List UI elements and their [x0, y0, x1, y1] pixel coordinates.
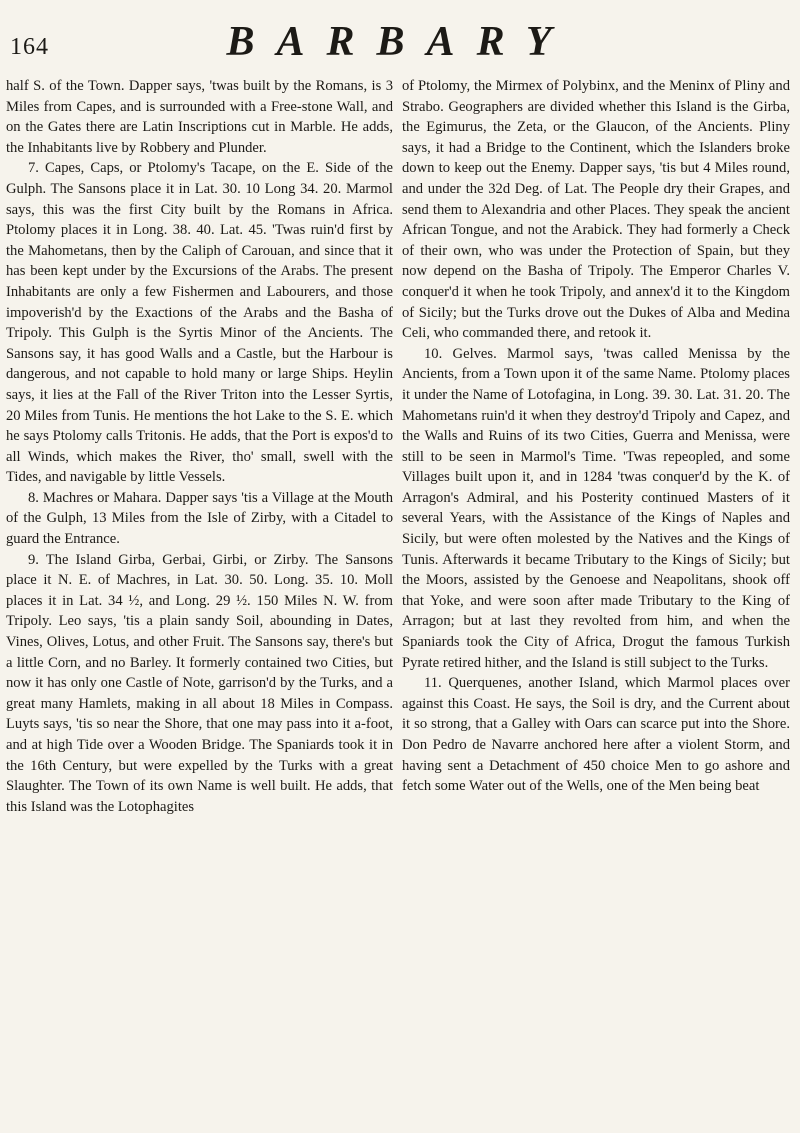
running-head: BARBARY — [226, 19, 574, 65]
paragraph: 9. The Island Girba, Gerbai, Girbi, or Zirby. The Sansons place it N. E. of Machres, in Lat. 30. 50. Long. 35. 10. Moll places it in Lat. 34 ½, and Long. 29 ½. 150 Miles N. W. from Tripoly. Leo says, 'tis a plain sandy Soil, abounding in Dates, Vines, Olives, Lotus, and other Fruit. The Sansons say, there's but a little Corn, and no Barley. It formerly contained two Cities, but now it has only one Castle of Note, garrison'd by the Turks, and a great many Hamlets, making in all about 18 Miles in Compass. Luyts says, 'tis so near the Shore, that one may pass into it a-foot, and at high Tide over a Wooden Bridge. The Spaniards took it in the 16th Century, but were expelled by the Turks with a great Slaughter. The Town of its own Name is well built. He adds, that this Island was the Lotophagites — [6, 551, 393, 815]
page-number: 164 — [10, 34, 49, 60]
page-header — [10, 12, 790, 72]
left-column — [6, 76, 393, 1126]
paragraph: 10. Gelves. Marmol says, 'twas called Menissa by the Ancients, from a Town upon it of the same Name. Ptolomy places it under the Name of Lotofagina, in Long. 39. 30. Lat. 31. 20. The Mahometans ruin'd it when they destroy'd Tripoly and Capez, and the Walls and Ruins of its two Cities, Guerra and Menissa, were still to be seen in Marmol's Time. 'Twas repeopled, and some Villages built upon it, and in 1284 'twas conquer'd by the K. of Arragon's Admiral, and his Posterity continued Masters of it several Years, with the Assistance of the Kings of Naples and Sicily, but were often molested by the Natives and the Kings of Tunis. Afterwards it became Tributary to the Kings of Sicily; but the Moors, assisted by the Genoese and Neapolitans, shook off that Yoke, and were soon after made Tributary to the King of Arragon; but at last they revolted from him, and when the Spaniards took the City of Africa, Drogut the famous Turkish Pyrate retired hither, and the Island is still subject to the Turks. — [402, 345, 790, 671]
paragraph: of Ptolomy, the Mirmex of Polybinx, and the Meninx of Pliny and Strabo. Geographers are divided whether this Island is the Girba, the Egimurus, the Zeta, or the Glaucon, of the Ancients. Pliny says, it had a Bridge to the Continent, which the Islanders broke down to keep out the Enemy. Dapper says, 'tis but 4 Miles round, and under the 32d Deg. of Lat. The People dry their Grapes, and send them to Alexandria and other Places. They speak the ancient African Tongue, and not the Arabick. They had formerly a Check of their own, who was under the Protection of Spain, but they now depend on the Basha of Tripoly. The Emperor Charles V. conquer'd it when he took Tripoly, and annex'd it to the Kingdom of Sicily; but the Turks drove out the Dukes of Alba and Medina Celi, who commanded there, and retook it. — [402, 78, 790, 342]
right-column — [402, 76, 790, 1126]
paragraph: 11. Querquenes, another Island, which Marmol places over against this Coast. He says, the Soil is dry, and the Current about it so strong, that a Galley with Oars can scarce put into the Shore. Don Pedro de Navarre anchored here after a violent Storm, and having sent a Detachment of 450 choice Men to go ashore and fetch some Water out of the Wells, one of the Men being beat — [402, 675, 790, 795]
paragraph: 7. Capes, Caps, or Ptolomy's Tacape, on the E. Side of the Gulph. The Sansons place it in Lat. 30. 10 Long 34. 20. Marmol says, this was the first City built by the Romans in Africa. Ptolomy places it in Long. 38. 40. Lat. 45. 'Twas ruin'd first by the Mahometans, then by the Caliph of Carouan, and since that it has been kept under by the Excursions of the Arabs. The present Inhabitants are only a few Fishermen and Labourers, and those impoverish'd by the Exactions of the Arabs and the Basha of Tripoly. This Gulph is the Syrtis Minor of the Ancients. The Sansons say, it has good Walls and a Castle, but the Harbour is dangerous, and not capable to hold many or large Ships. Heylin says, it lies at the Fall of the River Triton into the Lesser Syrtis, 20 Miles from Tunis. He mentions the hot Lake to the S. E. which he says Ptolomy calls Tritonis. He adds, that the Port is expos'd to all Winds, which makes the River, tho' small, swell with the Tides, and navigable by little Vessels. — [6, 160, 393, 486]
paragraph: 8. Machres or Mahara. Dapper says 'tis a Village at the Mouth of the Gulph, 13 Miles from the Isle of Zirby, with a Citadel to guard the Entrance. — [6, 489, 393, 548]
paragraph: half S. of the Town. Dapper says, 'twas built by the Romans, is 3 Miles from Capes, and is surrounded with a Free-stone Wall, and on the Gates there are Latin Inscriptions cut in Marble. He adds, the Inhabitants live by Robbery and Plunder. — [6, 78, 393, 156]
